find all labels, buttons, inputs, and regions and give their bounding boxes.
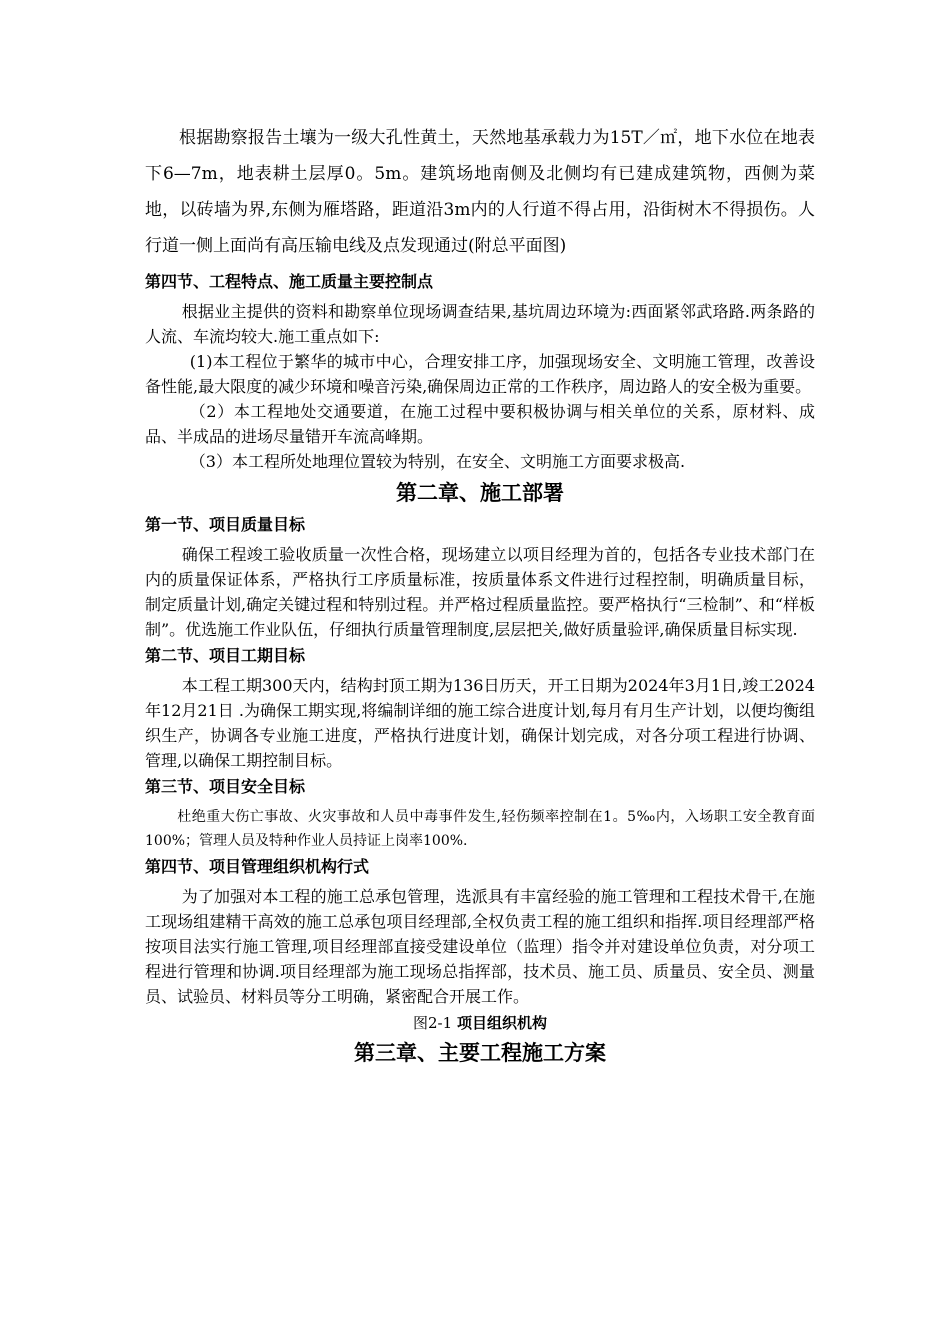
section-4-body: 根据业主提供的资料和勘察单位现场调查结果,基坑周边环境为:西面紧邻武珞路.两条路的人流、车流均较大.施工重点如下: <box>145 302 815 346</box>
chapter-3-title: 第三章、主要工程施工方案 <box>354 1041 606 1065</box>
chapter-2-section-1-heading: 第一节、项目质量目标 <box>145 515 306 534</box>
document-page <box>145 0 815 1071</box>
chapter-2-section-1-body: 确保工程竣工验收质量一次性合格，现场建立以项目经理为首的，包括各专业技术部门在内的质量保证体系，严格执行工序质量标准，按质量体系文件进行过程控制，明确质量目标，制定质量计划,确定关键过程和特别过程。并严格过程质量监控。要严格执行“三检制”、和“样板制”。优选施工作业队伍，仔细执行质量管理制度,层层把关,做好质量验评,确保质量目标实现. <box>145 545 815 639</box>
intro-paragraph: 根据勘察报告土壤为一级大孔性黄土，天然地基承载力为15T／㎡，地下水位在地表下6—7m，地表耕土层厚0。5m。建筑场地南侧及北侧均有已建成建筑物，西侧为菜地，以砖墙为界,东侧为雁塔路，距道沿3m内的人行道不得占用，沿街树木不得损伤。人行道一侧上面尚有高压输电线及点发现通过(附总平面图) <box>145 128 815 256</box>
chapter-2-title: 第二章、施工部署 <box>396 481 564 505</box>
section-heading-4: 第四节、工程特点、施工质量主要控制点 <box>145 272 434 291</box>
chapter-2-section-2-heading: 第二节、项目工期目标 <box>145 646 306 665</box>
chapter-2-section-4-heading: 第四节、项目管理组织机构行式 <box>145 857 370 876</box>
section-4-item-1: (1)本工程位于繁华的城市中心，合理安排工序，加强现场安全、文明施工管理，改善设备性能,最大限度的减少环境和噪音污染,确保周边正常的工作秩序，周边路人的安全极为重要。 <box>145 352 815 396</box>
figure-number: 图2-1 <box>413 1014 453 1032</box>
figure-title: 项目组织机构 <box>456 1014 547 1032</box>
chapter-2-section-4-body: 为了加强对本工程的施工总承包管理，选派具有丰富经验的施工管理和工程技术骨干,在施工现场组建精干高效的施工总承包项目经理部,全权负责工程的施工组织和指挥.项目经理部严格按项目法实行施工管理,项目经理部直接受建设单位（监理）指令并对建设单位负责，对分项工程进行管理和协调.项目经理部为施工现场总指挥部，技术员、施工员、质量员、安全员、测量员、试验员、材料员等分工明确，紧密配合开展工作。 <box>145 887 815 1006</box>
chapter-2-section-3-heading: 第三节、项目安全目标 <box>145 777 306 796</box>
chapter-2-section-3-body: 杜绝重大伤亡事故、火灾事故和人员中毒事件发生,轻伤频率控制在1。5‰内，入场职工安全教育面100%；管理人员及特种作业人员持证上岗率100%. <box>145 809 815 849</box>
section-4-item-3: （3）本工程所处地理位置较为特别，在安全、文明施工方面要求极高. <box>189 452 686 471</box>
chapter-2-section-2-body: 本工程工期300天内，结构封顶工期为136日历天，开工日期为2024年3月1日,竣工2024年12月21日 .为确保工期实现,将编制详细的施工综合进度计划,每月有月生产计划，以便均衡组织生产，协调各专业施工进度，严格执行进度计划，确保计划完成，对各分项工程进行协调、管理,以确保工期控制目标。 <box>145 676 815 770</box>
section-4-item-2: （2）本工程地处交通要道，在施工过程中要积极协调与相关单位的关系，原材料、成品、半成品的进场尽量错开车流高峰期。 <box>145 402 815 446</box>
figure-caption <box>145 1011 815 1035</box>
